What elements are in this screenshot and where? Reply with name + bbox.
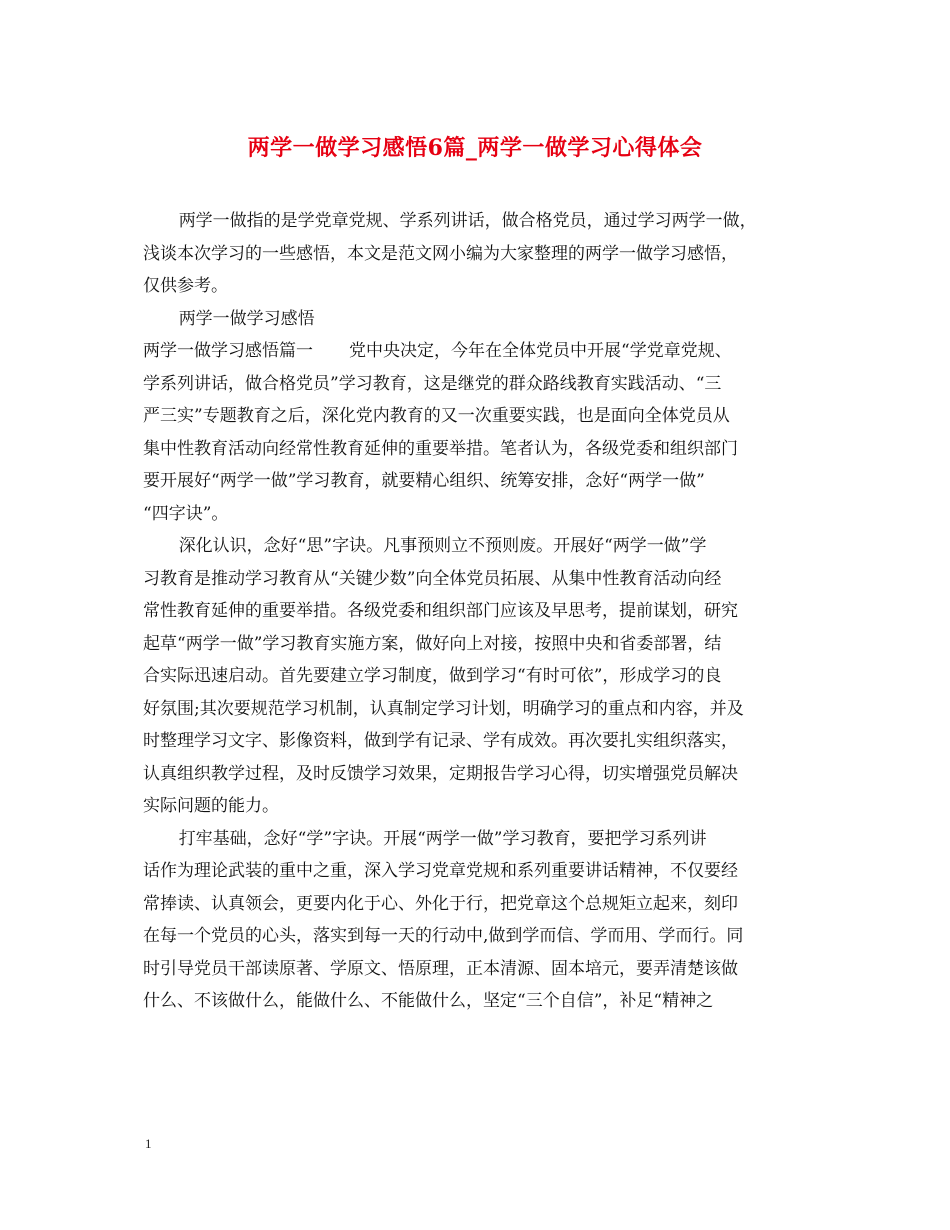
document-title: 两学一做学习感悟6篇_两学一做学习心得体会	[247, 135, 703, 161]
text-line: 合实际迅速启动。首先要建立学习制度，做到学习“有时可依”，形成学习的良	[143, 666, 722, 686]
xue-paragraph	[143, 823, 813, 1018]
intro-paragraph	[143, 205, 813, 303]
text-line: 深化认识，念好“思”字诀。凡事预则立不预则废。开展好“两学一做”学	[178, 536, 707, 556]
section-heading	[143, 303, 813, 336]
text-line: 浅谈本次学习的一些感悟，本文是范文网小编为大家整理的两学一做学习感悟，	[143, 243, 738, 264]
text-line: 实际问题的能力。	[143, 796, 279, 816]
text-line: 好氛围;其次要规范学习机制，认真制定学习计划，明确学习的重点和内容，并及	[143, 698, 744, 719]
text-line: 两学一做指的是学党章党规、学系列讲话，做合格党员，通过学习两学一做，	[178, 211, 757, 231]
text-line: 时整理学习文字、影像资料，做到学有记录、学有成效。再次要扎实组织落实，	[143, 731, 738, 751]
text-line: 要开展好“两学一做”学习教育，就要精心组织、统筹安排，念好“两学一做”	[143, 471, 705, 491]
text-line: 在每一个党员的心头，落实到每一天的行动中,做到学而信、学而用、学而行。同	[143, 926, 744, 946]
article-one-paragraph	[143, 335, 813, 530]
text-line: 话作为理论武装的重中之重，深入学习党章党规和系列重要讲话精神，不仅要经	[143, 861, 738, 881]
text-line: 习教育是推动学习教育从“关键少数”向全体党员拓展、从集中性教育活动向经	[143, 568, 722, 589]
text-line: 打牢基础，念好“学”字诀。开展“两学一做”学习教育，要把学习系列讲	[178, 828, 707, 849]
article-first-line: 党中央决定，今年在全体党员中开展“学党章党规、	[349, 341, 732, 361]
text-line: 时引导党员干部读原著、学原文、悟原理，正本清源、固本培元，要弄清楚该做	[143, 958, 738, 979]
text-line: 常性教育延伸的重要举措。各级党委和组织部门应该及早思考，提前谋划，研究	[143, 601, 738, 621]
text-line: 仅供参考。	[143, 276, 228, 296]
text-line: 严三实”专题教育之后，深化党内教育的又一次重要实践，也是面向全体党员从	[143, 406, 730, 426]
text-line: 集中性教育活动向经常性教育延伸的重要举措。笔者认为，各级党委和组织部门	[143, 438, 738, 459]
si-paragraph	[143, 530, 813, 823]
article-label: 两学一做学习感悟篇一	[143, 341, 313, 361]
page-number: 1	[145, 1136, 152, 1151]
text-line: 什么、不该做什么，能做什么、不能做什么，坚定“三个自信”，补足“精神之	[143, 991, 714, 1011]
text-line: “四字诀”。	[143, 503, 229, 524]
text-line: 学系列讲话，做合格党员”学习教育，这是继党的群众路线教育实践活动、“三	[143, 373, 722, 394]
text-line	[143, 335, 813, 368]
text-line: 认真组织教学过程，及时反馈学习效果，定期报告学习心得，切实增强党员解决	[143, 763, 738, 784]
text-line: 常捧读、认真领会，更要内化于心、外化于行，把党章这个总规矩立起来，刻印	[143, 893, 738, 914]
section-heading-text: 两学一做学习感悟	[178, 308, 315, 329]
document-body	[143, 205, 813, 1018]
text-line: 起草“两学一做”学习教育实施方案，做好向上对接，按照中央和省委部署，结	[143, 633, 722, 654]
